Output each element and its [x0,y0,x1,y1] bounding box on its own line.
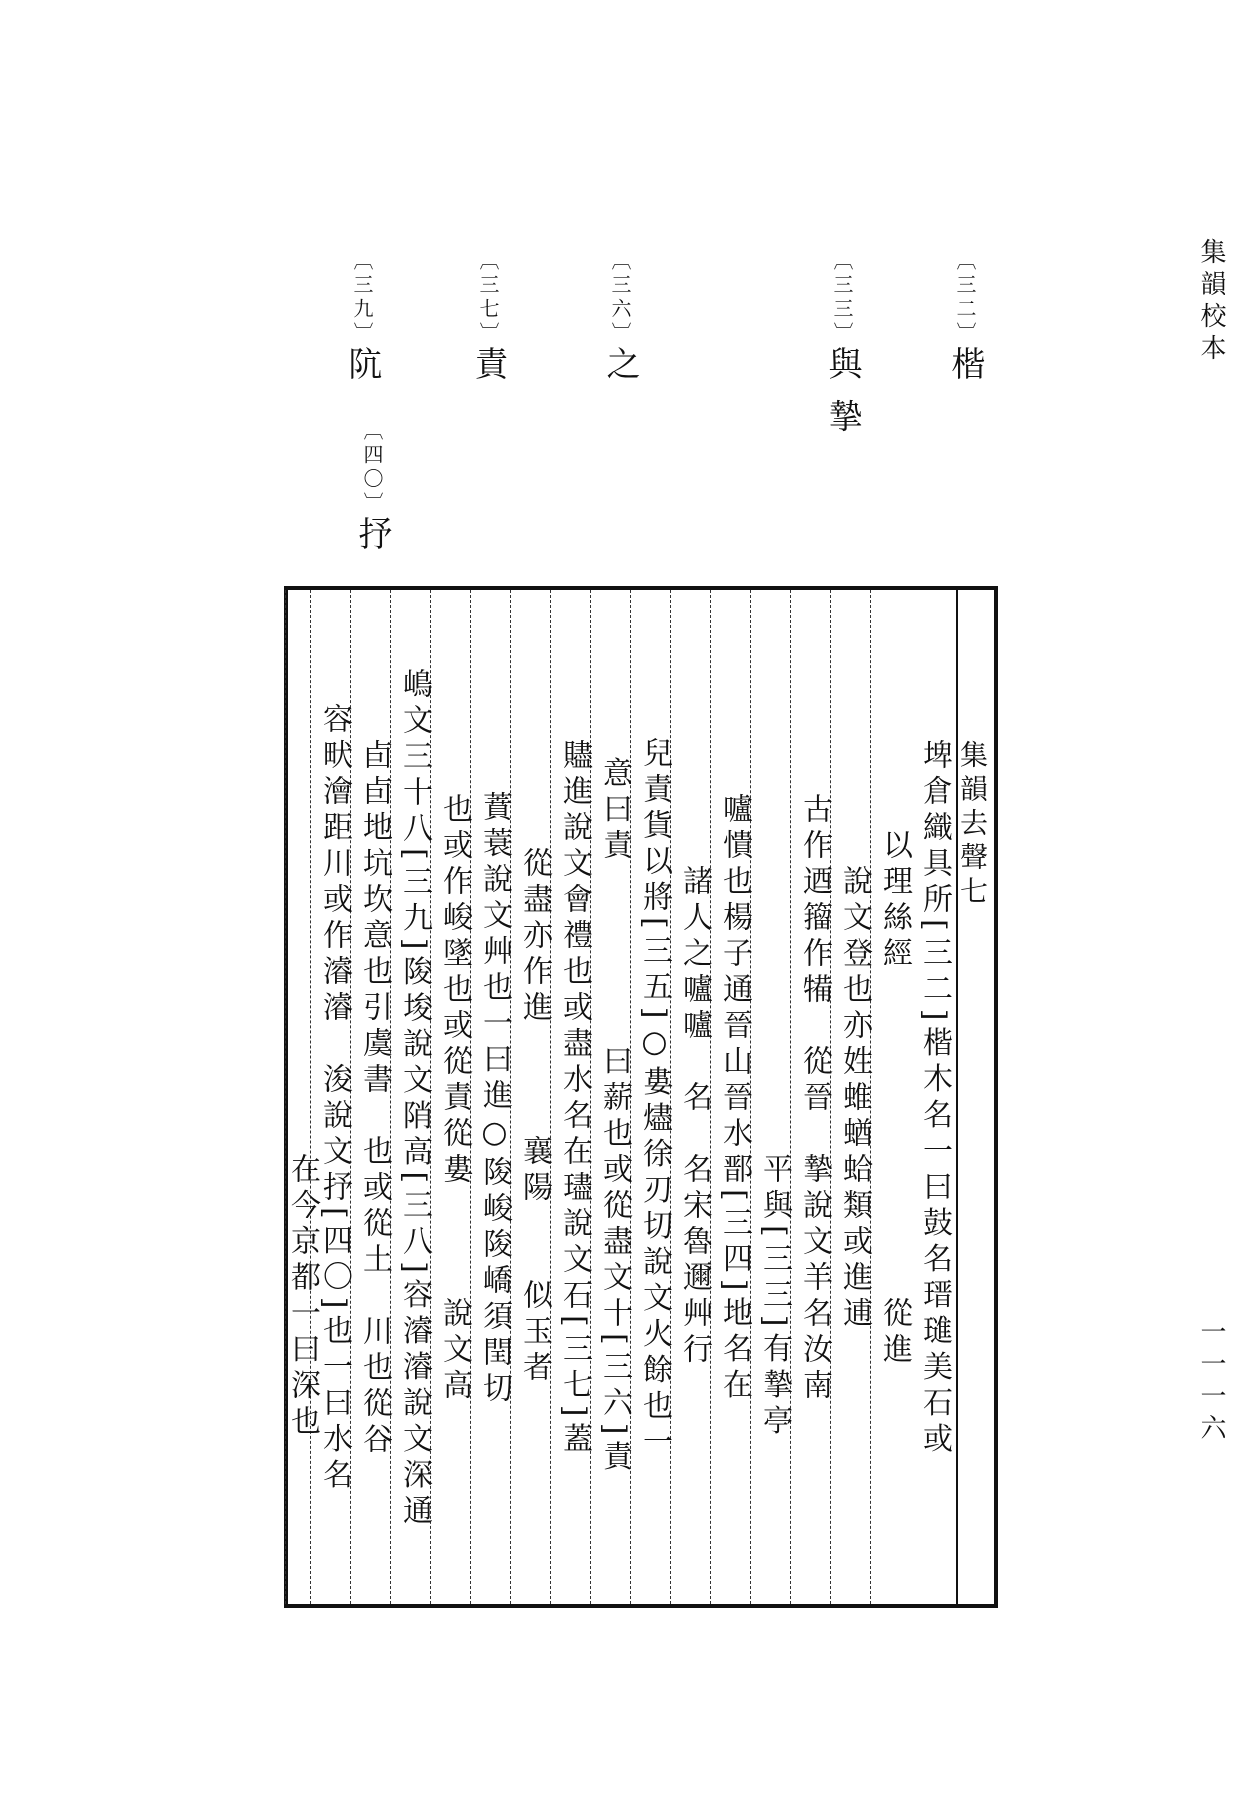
note-item [342,250,382,384]
column-text: 卣卣地坑坎意也引虞書 也或從土 川也從谷 [357,739,392,1459]
column-text: 說文登也亦姓蜼蝤蛤類或進逋 [837,865,872,1333]
column-text: 以理絲經 從進 [877,829,912,1369]
text-column [911,590,958,1604]
column-text: 埤倉織具所[三二]楷木名一曰鼓名瑨璡美石或 [917,739,952,1459]
column-text: 嶋文三十八[三九]陖埈說文陗高[三八]容濬濬說文深通 [397,667,432,1531]
note-mark: 〔三三〕 [830,250,854,346]
note-text: 之 [600,346,640,384]
note-item [468,250,508,384]
column-text: 也或作峻墜也或從責從婁 說文高 [437,793,472,1405]
running-head: 集韻校本 [1196,238,1226,366]
note-text: 楷 [945,346,985,384]
note-mark: 〔三七〕 [476,250,500,346]
column-text: 在今京都一曰深也 [285,757,320,1441]
column-text: 平與[三三]有摯亭 [757,757,792,1441]
text-column [285,590,326,1604]
column-text: 兒責貨以將[三五]○婁燼徐刃切說文火餘也一 [637,736,672,1462]
column-text: 從盡亦作進 襄陽 似玉者 [517,811,552,1387]
note-text: 責 [468,346,508,384]
column-text: 意曰責 曰薪也或從盡文十[三六]責 [597,721,632,1477]
woodblock-frame [284,586,998,1608]
note-mark: 〔四〇〕 [360,420,384,516]
fold-label: 集韻去聲七 [956,740,989,910]
note-text: 阬 [342,346,382,384]
note-item [600,250,640,384]
column-text: 蕡蓑說文艸也一曰進○陖峻陖嶠須閏切 [477,790,512,1408]
column-text: 贐進說文會禮也或盡水名在璶說文石[三七]蓋 [557,739,592,1459]
column-text: 嚧憒也楊子通晉山晉水鄑[三四]地名在 [717,793,752,1405]
page-number: 一一一六 [1196,1318,1226,1446]
note-mark: 〔三九〕 [350,250,374,346]
note-mark: 〔三六〕 [608,250,632,346]
column-text: 諸人之嚧嚧 名 名宋魯邇艸行 [677,829,712,1369]
note-item [945,250,985,384]
fold-strip [956,590,994,1604]
note-item [822,250,862,437]
note-text: 與 摯 [822,346,862,437]
column-text: 容畎澮距川或作濬濬 浚說文抒[四〇]也一曰水名 [317,703,352,1495]
note-mark: 〔三二〕 [953,250,977,346]
note-text: 抒 [352,516,392,554]
note-item [352,420,392,554]
column-text: 古作迺籀作犕 從晉 摯說文羊名汝南 [797,793,832,1405]
